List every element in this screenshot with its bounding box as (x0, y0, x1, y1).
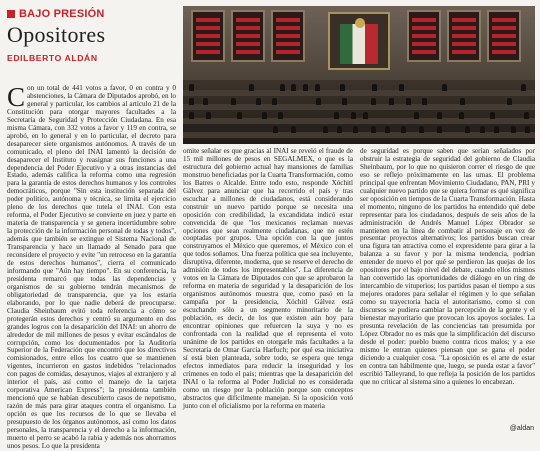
chamber-photo (183, 6, 535, 144)
section-label: BAJO PRESIÓN (19, 8, 105, 20)
column-2-text: omite señalar es que gracias al INAI se reveló el fraude de 15 mil millones de pesos en SEGALMEX, o que es la estructura del gobierno actual hay mansiones de familias monstruo beneficiadas por la Cuarta Transformación, como los Batres o Alcalde. Entre todo esto, responde Xóchitl Gálvez para anunciar que ha recorrido el país y tras escuchar a millones de ciudadanos, está considerando construir un nuevo partido porque se necesita una oposición con credibilidad, la excandidata indicó estar convencida de que "los mexicanos reclaman nuevas opciones que sean realmente ciudadanas, que no estén cooptadas por grupos. Una opción con la que juntos construyamos el México que queremos, el México con el que todos soñamos. Una fuerza política que sea incluyente, disruptiva, diferente, moderna, que se reserve el derecho de admisión de todos los impresentables". La diferencia de votos en la Cámara de Diputados con que se aprobaron la reforma en materia de seguridad y la desaparición de los organismos autónomos muestra que, como pasó en la campaña por la presidencia, Xóchitl Gálvez está escuchando sólo a un segmento minoritario de la población, es decir, de los que existen aún hoy para encontrar opiniones que refuercen la suya y no es confrontada con la realidad que el representa el voto unánime de los partidos en otorgarle más facultades a la Secretaría de Omar García Harfuch; por qué esa iniciativa sí está bien planteada, sobre todo, se espera que tenga efectos inmediatos para reducir la inseguridad y los crímenes en todo el país; mientras que la desaparición del INAI o la reforma al Poder Judicial no es considerada como un riesgo por la población porque son conceptos abstractos que difícilmente manejan. Si la oposición votó junto con el oficialismo por la reforma en materia (183, 147, 353, 410)
dropcap: C (7, 82, 26, 112)
column-1-text: on un total de 441 votos a favor, 0 en contra y 0 abstenciones, la Cámara de Diputados aprobó, en lo general y particular, los cambios al artículo 21 de la Constitución para otorgar mayores facultades a la Secretaría de Seguridad y Protección Ciudadana. En esa misma Cámara, con 332 votos a favor y 119 en contra, se aprobó, en lo general y en lo particular, el decreto para desaparecer siete organismos autónomos. A través de un comunicado, el pleno del INAI lamentó la decisión de desaparecer el Instituto y reasignar sus funciones a una dependencia del Poder Ejecutivo y a otras instancias del Estado, además califica la reforma como una regresión para la garantía de estos derechos humanos y los controles democráticos, porque "Sin esta institución separada del poder político, autónoma y técnica, se limita el ejercicio pleno de los derechos que tutela el INAI. Con esta reforma, el Poder Ejecutivo se convierte en juez y parte en materia de transparencia y se genera incertidumbre sobre la protección de la información personal de todas y todos", además que también se extingue el Sistema Nacional de Transparencia y hace un llamado al Senado para que reconsidere el proyecto y evite "un retroceso en la garantía de estos derechos humanos", cierra el comunicado informando que "Aún hay tiempo". En su conferencia, la presidenta remarcó que todas las dependencias y organismos de su gobierno tendrán mecanismos de obligatoriedad de transparencia, que ya los estaría elaborando, por lo que nadie deberá de preocuparse. Claudia Sheinbaum evitó toda referencia a cómo se protegerán estos derechos y centró su argumento en dos grandes logros con la desaparición del INAI: un ahorro de alrededor de mil millones de pesos y evitar escándalos de corrupción, como los documentados por la Auditoría Superior de la Federación que encontró que los directivos comisionados, entre ellos los cuatro que se mantienen vigentes, incurrieron en gastos indebidos "relacionados con pagos de comidas, desayunos, viajes al extranjero y al interior el país, así como el manejo de la tarjeta corporativa American Express"; la presidenta también mencionó que se habían descubierto casos de nepotismo, razón de más para girar ataques contra el organismo. La opción es que los recursos de lo que se llevaba el presupuesto de los órganos autónomos, así como los datos personales, la transparencia y el derecho a la información, muerto el perro se acabó la rabia y además nos ahorramos unos pesos. Lo que la presidenta (7, 84, 176, 450)
section-tag (7, 7, 105, 21)
byline: EDILBERTO ALDÁN (7, 53, 98, 63)
article-column-2 (183, 148, 353, 410)
article-column-3 (360, 148, 535, 387)
column-3-text: de seguridad es porque saben que serían señalados por obstruir la estrategia de seguridad del gobierno de Claudia Sheinbaum, por lo que no quisieron correr el riesgo de que eso se reflejo próximamente en las urnas. El problema principal que enfrentan Movimiento Ciudadano, PAN, PRI y cualquier nuevo partido que se quiera formar es qué significa ser oposición en tiempos de la Cuarta Transformación. Hasta el momento, ninguno de los partidos ha entendido qué debe representar para los ciudadanos, después de seis años de la administración de Andrés Manuel López Obrador se mantienen en la línea de combatir al personaje en vez de presentar proyectos alternativos; los partidos buscan crear una figura tan atractiva como el expresidente para girar a la balanza a su favor y por la misma tendencia, podrían entender de nuevo el por qué se perdieron las quejas de los opositores por el bajo nivel del debate, cuando ellos mismos han convertido las oportunidades de diálogo en un ring de intercambio de vituperios; los partidos pasan el tiempo a sus mejores oradores para señalar el régimen y lo que señalan como su trayectoria hacia el autoritarismo, como si con discursos se pudiera cambiar la percepción de la gente y el bienestar mayoritario que provocan los apoyos sociales. La presunta revelación de las conciencias tan presumida por López Obrador no es más que la simplificación del discurso desde el poder: pueblo bueno contra ricos malos; y a ese mismo le entran quienes piensan que se gana el poder diciendo a cualquier cosa. "La oposición es el arte de estar en contra tan hábilmente que, luego, se pueda estar a favor" escribió Talleyrand, lo que refleja la posición de los partidos que no criticar al sistema sino a quienes lo encabezan. (360, 147, 535, 386)
headline: Opositores (7, 22, 106, 47)
article-column-1 (7, 82, 176, 451)
flag-icon (340, 24, 378, 64)
author-handle: @aldan (509, 425, 534, 432)
section-square-icon (7, 10, 15, 18)
